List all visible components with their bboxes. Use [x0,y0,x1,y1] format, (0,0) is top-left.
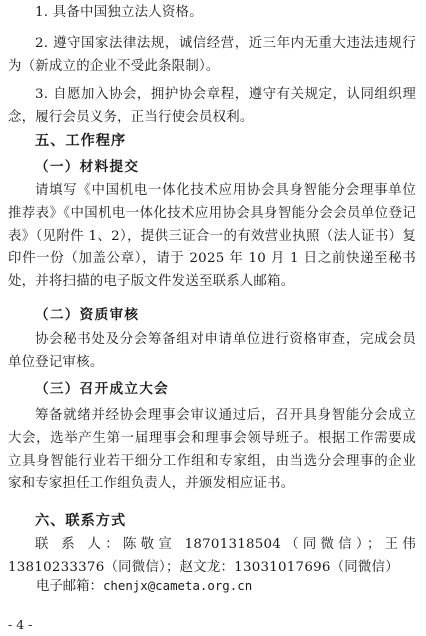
section-5-heading: 五、工作程序 [35,133,127,149]
section-6-heading: 六、联系方式 [35,513,127,529]
subsection-meeting-heading: （三）召开成立大会 [35,381,170,397]
condition-3: 3. 自愿加入协会，拥护协会章程，遵守有关规定，认同组织理念，履行会员义务，正当行使会员权利。 [8,87,416,125]
meeting-paragraph: 筹备就绪并经协会理事会审议通过后，召开具身智能分会成立大会，选举产生第一届理事会和理事会领导班子。根据工作需要成立具身智能行业若干细分工作组和专家组，由当选分会理事的企业家和专家担任工作组负责人，并颁发相应证书。 [8,408,416,492]
email-address: chenjx@cameta.org.cn [102,578,253,593]
condition-1: 1. 具备中国独立法人资格。 [35,5,203,20]
review-paragraph: 协会秘书处及分会筹备组对申请单位进行资格审查，完成会员单位登记审核。 [8,332,416,370]
contacts-paragraph: 联 系 人：陈敬宣 18701318504（同微信）；王伟 13810233376（同微信）；赵文龙：13031017696（同微信） [8,537,416,575]
materials-paragraph: 请填写《中国机电一体化技术应用协会具身智能分会理事单位推荐表》《中国机电一体化技术应用协会具身智能分会会员单位登记表》（见附件 1、2），提供三证合一的有效营业执照（法人证书）复印件一份（加盖公章），请于 2025 年 10 月 1 日之前快递至秘书处，并将扫描的电子版文件发送至联系人邮箱。 [8,183,416,290]
subsection-materials-heading: （一）材料提交 [35,159,140,175]
email-label: 电子邮箱： [36,579,103,594]
email-line [36,576,252,597]
page-number: - 4 - [8,617,33,632]
subsection-review-heading: （二）资质审核 [35,307,140,323]
condition-2: 2. 遵守国家法律法规，诚信经营，近三年内无重大违法违规行为（新成立的企业不受此条限制）。 [8,36,416,74]
